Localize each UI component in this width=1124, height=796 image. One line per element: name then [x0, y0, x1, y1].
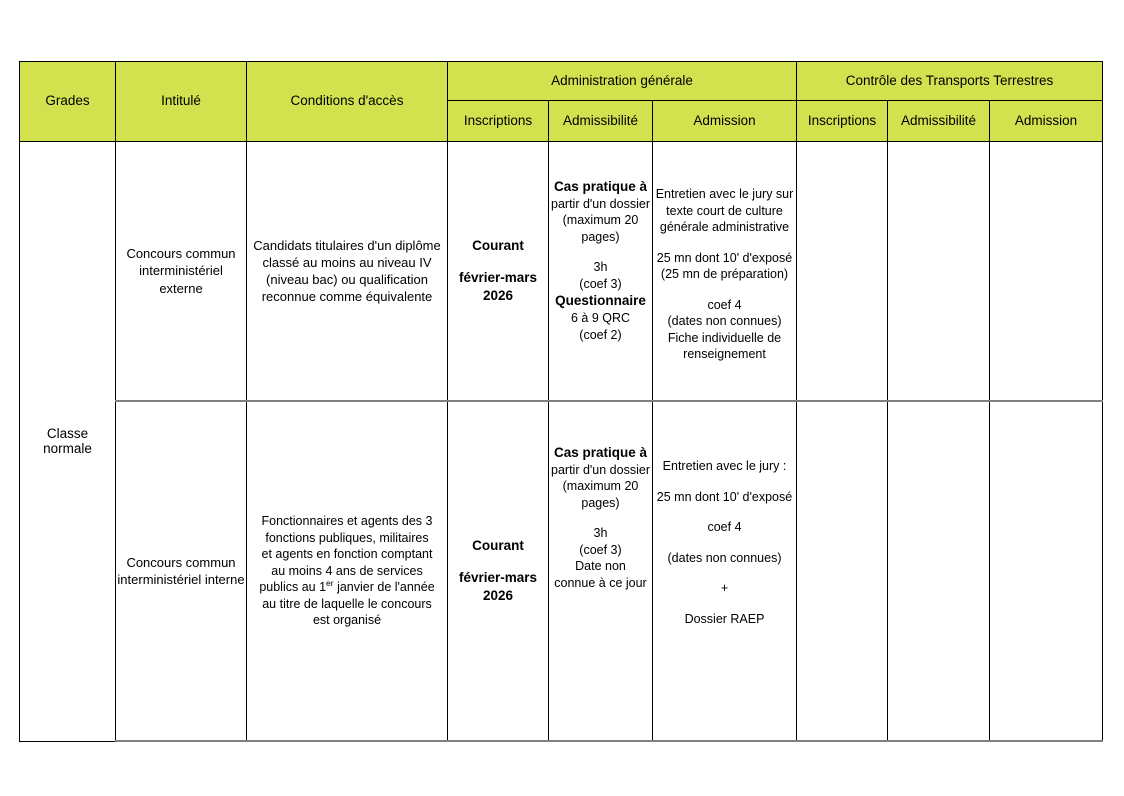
admission-plus-sign: + — [720, 581, 729, 595]
conditions-line-1: Fonctionnaires et agents des 3 — [261, 514, 433, 529]
admissibilite-epreuve-1-lead: Cas pratique à — [553, 179, 648, 194]
cell-grade-classe-normale — [20, 142, 116, 742]
header-ag-admission: Admission — [653, 101, 797, 142]
admissibilite-duree: 3h — [593, 260, 608, 275]
cell-ctt-admission-interne — [990, 401, 1103, 741]
conditions-line-5-part-a: publics au 1 — [259, 580, 327, 595]
admissibilite-epreuve-1-lead: Cas pratique à — [553, 445, 648, 460]
header-grades: Grades — [20, 62, 116, 142]
header-group-controle-transports-terrestres: Contrôle des Transports Terrestres — [797, 62, 1103, 101]
header-row-top — [20, 62, 1103, 101]
conditions-line-5-part-b: janvier de l'année — [333, 580, 435, 595]
cell-ctt-admission-externe — [990, 142, 1103, 402]
cell-ag-admission-externe — [653, 142, 797, 402]
header-conditions-acces: Conditions d'accès — [247, 62, 448, 142]
cell-intitule-interne: Concours commun interministériel interne — [116, 401, 247, 741]
inscriptions-line-3: 2026 — [482, 587, 514, 603]
admission-dossier-raep: Dossier RAEP — [684, 611, 765, 626]
admissibilite-epreuve-1 — [549, 178, 652, 245]
cell-ag-inscriptions-externe — [448, 142, 549, 402]
cell-ctt-admissibilite-externe — [888, 142, 990, 402]
concours-table — [19, 61, 1103, 742]
header-intitule: Intitulé — [116, 62, 247, 142]
admissibilite-epreuve-1-detail: partir d'un dossier (maximum 20 pages) — [551, 196, 650, 244]
cell-ag-admission-interne — [653, 401, 797, 741]
admission-duree: 25 mn dont 10' d'exposé — [656, 489, 793, 504]
admission-coef: coef 4 — [707, 297, 742, 312]
admissibilite-duree: 3h — [593, 526, 608, 541]
header-ctt-admissibilite: Admissibilité — [888, 101, 990, 142]
admissibilite-epreuve-1-detail: partir d'un dossier (maximum 20 pages) — [551, 462, 650, 510]
table-row — [20, 142, 1103, 402]
admission-fiche: Fiche individuelle de renseignement — [667, 330, 782, 361]
inscriptions-line-1: Courant — [472, 238, 524, 254]
inscriptions-line-2: février-mars — [458, 270, 538, 286]
cell-ag-admissibilite-externe — [549, 142, 653, 402]
conditions-line-2: fonctions publiques, militaires — [265, 530, 429, 545]
header-ctt-admission: Admission — [990, 101, 1103, 142]
cell-ag-admissibilite-interne — [549, 401, 653, 741]
admissibilite-coef-2: (coef 2) — [579, 327, 622, 342]
table-header — [20, 62, 1103, 142]
cell-intitule-externe: Concours commun interministériel externe — [116, 142, 247, 402]
inscriptions-line-2: février-mars — [458, 570, 538, 586]
admission-epreuve: Entretien avec le jury sur texte court de culture générale administrative — [655, 187, 794, 234]
cell-conditions-interne — [247, 401, 448, 741]
grade-line-2: normale — [43, 441, 92, 457]
conditions-line-4: au moins 4 ans de services — [271, 563, 423, 578]
inscriptions-line-3: 2026 — [482, 287, 514, 303]
cell-ctt-inscriptions-externe — [797, 142, 888, 402]
admissibilite-coef-1: (coef 3) — [579, 276, 622, 291]
header-ag-inscriptions: Inscriptions — [448, 101, 549, 142]
cell-ag-inscriptions-interne — [448, 401, 549, 741]
admission-coef: coef 4 — [707, 520, 742, 534]
inscriptions-line-1: Courant — [472, 538, 524, 554]
cell-ctt-inscriptions-interne — [797, 401, 888, 741]
header-ctt-inscriptions: Inscriptions — [797, 101, 888, 142]
admission-duree: 25 mn dont 10' d'exposé (25 mn de préparation) — [656, 250, 793, 281]
conditions-line-5 — [247, 579, 447, 596]
admissibilite-epreuve-2-lead: Questionnaire — [555, 293, 646, 309]
conditions-ordinal-suffix: er — [326, 578, 334, 589]
admissibilite-epreuve-2-detail: 6 à 9 QRC — [570, 311, 631, 326]
cell-conditions-externe: Candidats titulaires d'un diplôme classé au moins au niveau IV (niveau bac) ou qualification reconnue comme équivalente — [247, 142, 448, 402]
cell-ctt-admissibilite-interne — [888, 401, 990, 741]
grade-line-1: Classe — [46, 426, 89, 442]
admission-dates: (dates non connues) — [667, 314, 782, 328]
admissibilite-date-line-1: Date non — [575, 559, 626, 574]
conditions-line-6: au titre de laquelle le concours — [262, 596, 432, 611]
table-body — [20, 142, 1103, 742]
admissibilite-epreuve-1 — [549, 444, 652, 511]
admission-dates: (dates non connues) — [667, 550, 782, 565]
conditions-line-7: est organisé — [312, 613, 382, 628]
table-row — [20, 401, 1103, 741]
conditions-line-3: et agents en fonction comptant — [261, 547, 433, 562]
admissibilite-coef-1: (coef 3) — [579, 542, 622, 557]
header-ag-admissibilite: Admissibilité — [549, 101, 653, 142]
admissibilite-date-non-connue — [549, 558, 652, 591]
admissibilite-date-line-2: connue à ce jour — [554, 575, 647, 590]
admission-epreuve: Entretien avec le jury : — [662, 459, 787, 473]
admissibilite-epreuve-2 — [549, 292, 652, 343]
header-group-administration-generale: Administration générale — [448, 62, 797, 101]
